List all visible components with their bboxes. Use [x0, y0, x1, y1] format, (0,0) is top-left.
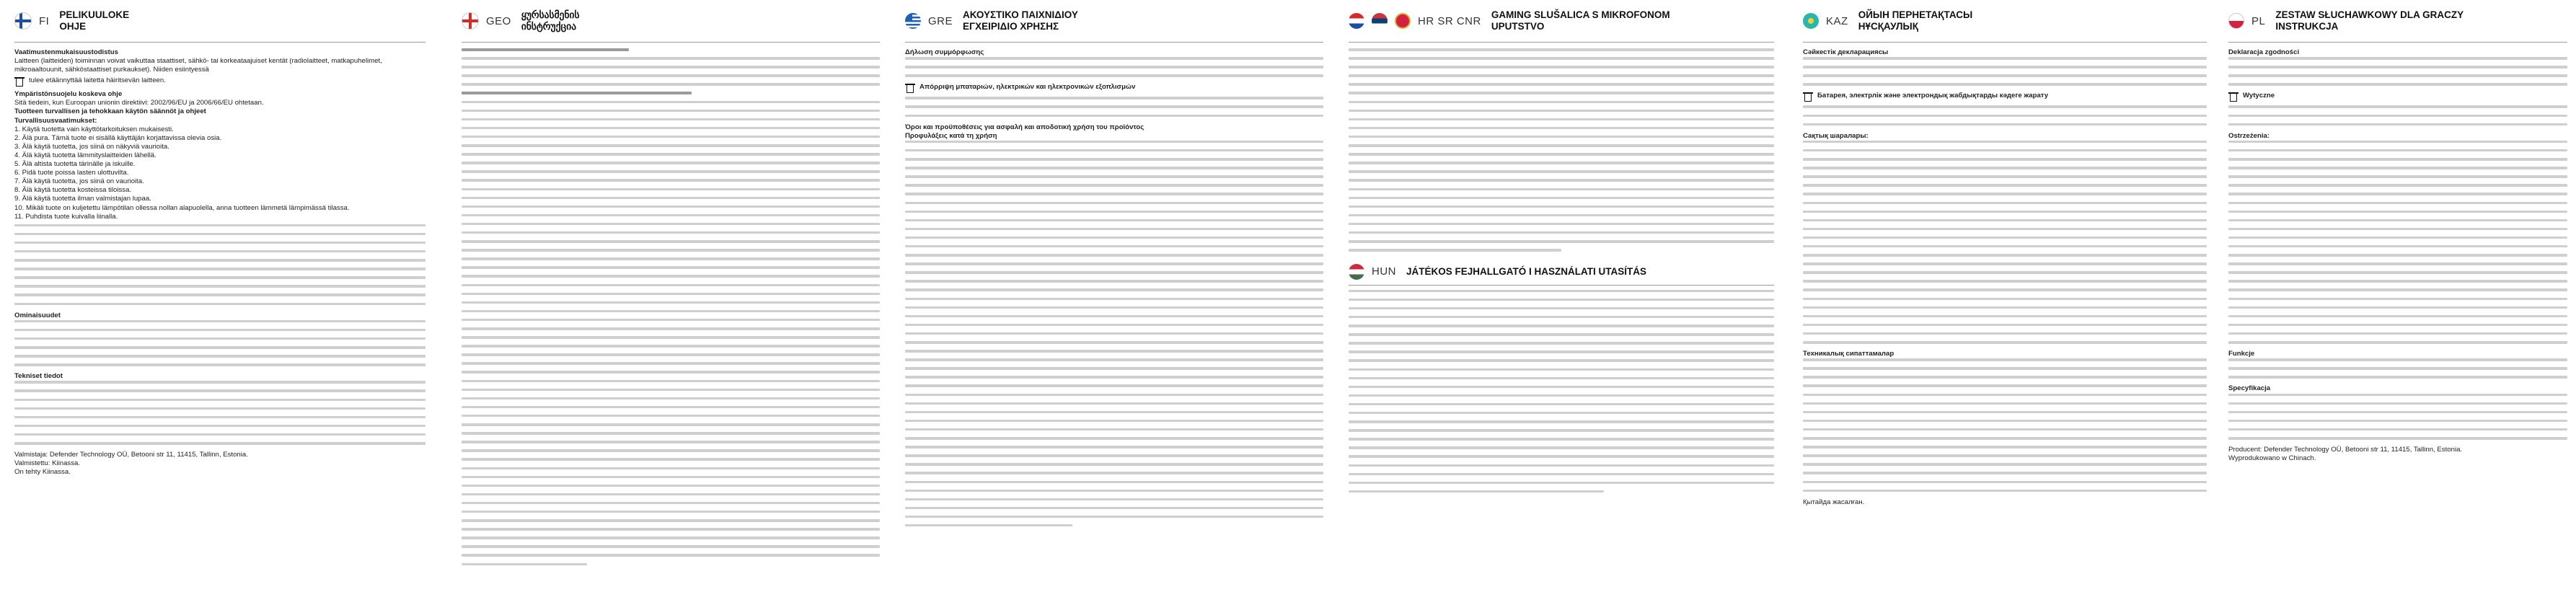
- origin-line: Wyprodukowano w Chinach.: [2228, 454, 2316, 463]
- section-heading: Сәйкестік декларациясы: [1803, 48, 1889, 56]
- column-header: [905, 0, 1323, 43]
- column-header: [2228, 0, 2567, 43]
- serbia-flag-icon: [1372, 13, 1388, 29]
- column-gre: [905, 0, 1323, 605]
- list-item: 2. Älä pura. Tämä tuote ei sisällä käyttäjän korjattavissa olevia osia.: [14, 133, 222, 142]
- hungarian-header: [1349, 259, 1774, 286]
- text-placeholder-lines: [2228, 394, 2567, 440]
- georgia-flag-icon: [462, 12, 479, 30]
- list-item: 11. Puhdista tuote kuivalla liinalla.: [14, 212, 118, 221]
- text-placeholder-lines: [2228, 105, 2567, 125]
- list-item: 10. Mikäli tuote on kuljetettu lämpötilan ollessa nollan alapuolella, anna tuotteen lämmetä lämpimässä tilassa.: [14, 203, 350, 212]
- manual-subtitle: ინსტრუქცია: [521, 21, 577, 32]
- manual-title: PELIKUULOKE: [59, 9, 130, 20]
- section-heading: Deklaracja zgodności: [2228, 48, 2300, 56]
- disposal-notice: [1803, 92, 2207, 103]
- column-header: [1349, 0, 1774, 43]
- section-heading: Specyfikacja: [2228, 384, 2271, 393]
- section-heading: Ostrzeżenia:: [2228, 131, 2270, 140]
- disposal-notice: [2228, 92, 2567, 103]
- text-placeholder-lines: [1803, 105, 2207, 125]
- manual-subtitle: ΕΓΧΕΙΡΙΔΙΟ ΧΡΗΣΗΣ: [963, 21, 1059, 32]
- paragraph: tulee etäännyttää laitetta häiritsevän laitteen.: [29, 76, 166, 85]
- text-placeholder-lines: [905, 141, 1323, 527]
- column-pl: [2228, 0, 2567, 605]
- origin-line: Қытайда жасалған.: [1803, 498, 1865, 506]
- text-placeholder-lines: [2228, 57, 2567, 86]
- list-item: 8. Älä käytä tuotetta kosteissa tiloissa.: [14, 186, 132, 195]
- text-placeholder-lines: [1349, 48, 1774, 252]
- manual-body: [14, 48, 425, 477]
- kazakhstan-flag-icon: [1803, 13, 1819, 29]
- section-heading: Απόρριψη μπαταριών, ηλεκτρικών και ηλεκτρονικών εξοπλισμών: [919, 83, 1136, 92]
- text-placeholder-lines: [1803, 57, 2207, 86]
- origin-line: On tehty Kiinassa.: [14, 468, 71, 477]
- section-heading: Батарея, электрлік және электрондық жабдықтарды кәдеге жарату: [1817, 92, 2049, 100]
- language-code: PL: [2251, 14, 2266, 27]
- poland-flag-icon: [2228, 13, 2244, 29]
- manufacturer-line: Producent: Defender Technology OÜ, Betooni str 11, 11415, Tallinn, Estonia.: [2228, 446, 2463, 454]
- croatia-flag-icon: [1349, 13, 1364, 29]
- crossed-bin-icon: [1803, 92, 1813, 103]
- language-code: KAZ: [1826, 14, 1848, 27]
- manual-title: ყურსასმენის: [521, 9, 580, 20]
- list-item: 5. Älä altista tuotetta tärinälle ja iskuille.: [14, 160, 136, 169]
- text-placeholder-lines: [905, 57, 1323, 77]
- section-heading: Tuotteen turvallisen ja tehokkaan käytön säännöt ja ohjeet: [14, 107, 206, 116]
- column-geo: [462, 0, 880, 605]
- section-heading: Tekniset tiedot: [14, 372, 63, 381]
- manual-title: GAMING SLUŠALICA S MIKROFONOM: [1491, 9, 1670, 20]
- section-heading: Προφυλάξεις κατά τη χρήση: [905, 131, 997, 140]
- section-heading: Wytyczne: [2243, 92, 2275, 100]
- list-item: 4. Älä käytä tuotetta lämmityslaitteiden lähellä.: [14, 151, 156, 159]
- section-heading: Όροι και προϋποθέσεις για ασφαλή και αποδοτική χρήση του προϊόντος: [905, 123, 1144, 131]
- text-placeholder-lines: [2228, 358, 2567, 379]
- language-code: HUN: [1372, 265, 1396, 278]
- text-placeholder-lines: [14, 320, 425, 366]
- paragraph: Sitä tiedein, kun Euroopan unionin direktiivi: 2002/96/EU ja 2006/66/EU ohtetaan.: [14, 99, 264, 107]
- section-heading: Техникалық сипаттамалар: [1803, 350, 1894, 358]
- column-header: [462, 0, 880, 43]
- language-code: GRE: [928, 14, 953, 27]
- list-item: 1. Käytä tuotetta vain käyttötarkoituksen mukaisesti.: [14, 125, 174, 133]
- manual-subtitle: UPUTSTVO: [1491, 21, 1545, 32]
- list-item: 7. Älä käytä tuotetta, jos siinä on vaurioita.: [14, 177, 144, 186]
- text-placeholder-lines: [2228, 141, 2567, 344]
- manual-title: ΑΚΟΥΣΤΙΚΟ ΠΑΙΧΝΙΔΙΟΥ: [963, 9, 1078, 20]
- section-heading: Ominaisuudet: [14, 311, 61, 319]
- language-code: GEO: [486, 14, 511, 27]
- section-heading: Funkcje: [2228, 350, 2255, 358]
- manufacturer-line: Valmistaja: Defender Technology OÜ, Betooni str 11, 11415, Tallinn, Estonia.: [14, 451, 248, 459]
- column-header: [1803, 0, 2207, 43]
- list-item: 3. Älä käytä tuotetta, jos siinä on näkyviä vaurioita.: [14, 142, 169, 151]
- text-placeholder-lines: [462, 48, 880, 565]
- manual-body: [2228, 48, 2567, 463]
- text-placeholder-lines: [1803, 358, 2207, 492]
- text-placeholder-lines: [1803, 141, 2207, 344]
- crossed-bin-icon: [2228, 92, 2238, 103]
- disposal-notice: [14, 76, 425, 88]
- section-heading: Сақтық шаралары:: [1803, 131, 1869, 140]
- column-hr-hun: [1349, 0, 1774, 605]
- text-placeholder-lines: [905, 97, 1323, 117]
- greece-flag-icon: [905, 13, 921, 29]
- manual-title: JÁTÉKOS FEJHALLGATÓ I HASZNÁLATI UTASÍTÁS: [1406, 265, 1646, 277]
- hungary-flag-icon: [1349, 264, 1364, 280]
- list-item: 6. Pidä tuote poissa lasten ulottuvilta.: [14, 169, 129, 177]
- manual-title: ZESTAW SŁUCHAWKOWY DLA GRACZY: [2275, 9, 2464, 20]
- disposal-notice: [905, 83, 1323, 94]
- column-kaz: [1803, 0, 2207, 605]
- language-code: HR SR CNR: [1418, 14, 1481, 27]
- column-header: [14, 0, 425, 43]
- origin-line: Valmistettu: Kiinassa.: [14, 459, 80, 468]
- crossed-bin-icon: [14, 76, 25, 88]
- text-placeholder-lines: [14, 224, 425, 305]
- section-heading: Turvallisuusvaatimukset:: [14, 116, 97, 125]
- section-heading: Vaatimustenmukaisuustodistus: [14, 48, 118, 56]
- crossed-bin-icon: [905, 83, 915, 94]
- text-placeholder-lines: [1349, 290, 1774, 493]
- manual-subtitle: OHJE: [59, 21, 87, 32]
- manual-subtitle: INSTRUKCJA: [2275, 21, 2339, 32]
- manual-subtitle: НҰСҚАУЛЫҚ: [1858, 21, 1918, 32]
- manual-title: ОЙЫН ПЕРНЕТАҚТАСЫ: [1858, 9, 1973, 20]
- language-code: FI: [39, 14, 50, 27]
- finland-flag-icon: [14, 12, 32, 30]
- column-fi: [14, 0, 425, 605]
- section-heading: Δήλωση συμμόρφωσης: [905, 48, 984, 56]
- section-heading: Ympäristönsuojelu koskeva ohje: [14, 90, 123, 99]
- manual-body: [1803, 48, 2207, 507]
- text-placeholder-lines: [14, 381, 425, 444]
- paragraph: Laitteen (laitteiden) toiminnan voivat vaikuttaa staattiset, sähkö- tai korkeataajuiset kentät (radiolaitteet, matkapuhelimet, mikroaaltouunit, sähköstaattiset purkaukset). Niiden esiintyessä: [14, 57, 382, 74]
- manual-body: [905, 48, 1323, 526]
- list-item: 9. Älä käytä tuotetta ilman valmistajan lupaa.: [14, 195, 151, 203]
- montenegro-flag-icon: [1395, 13, 1411, 29]
